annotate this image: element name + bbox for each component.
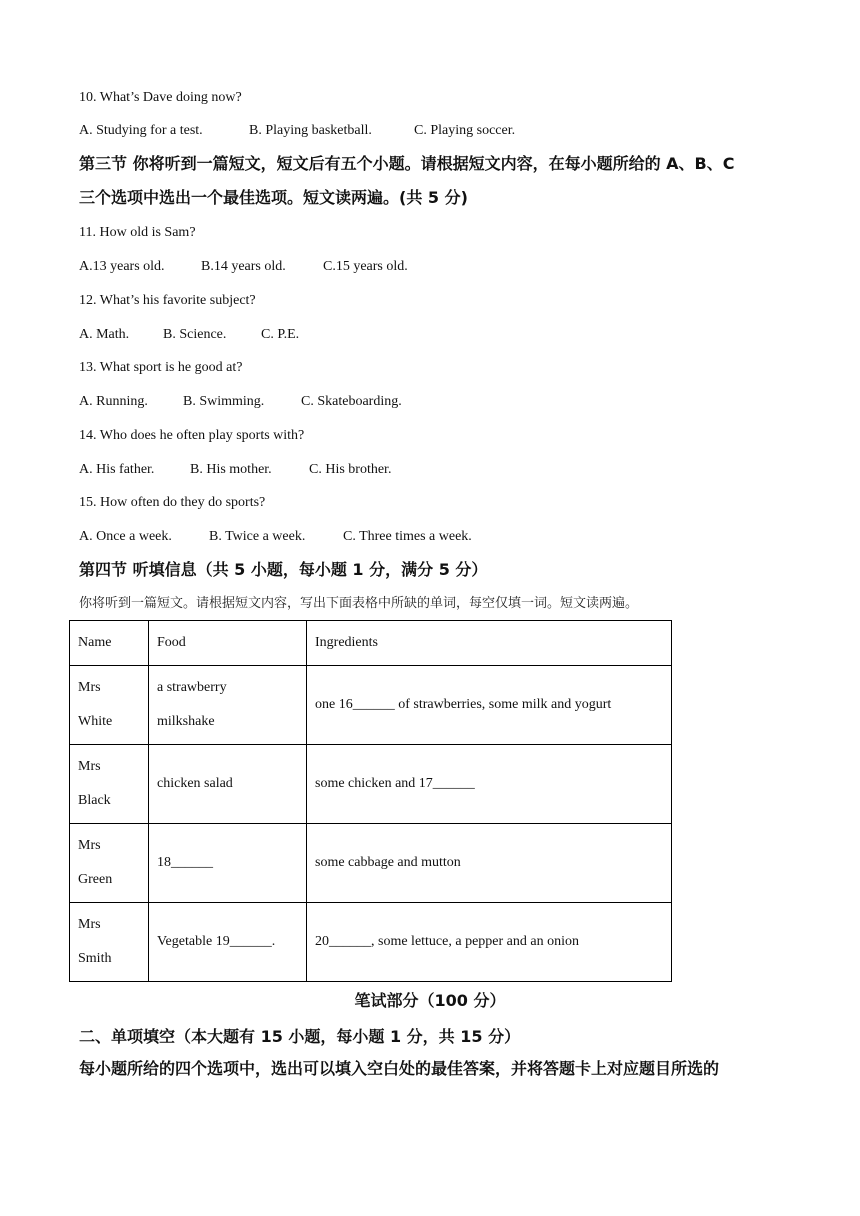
table-row bbox=[70, 903, 672, 982]
table-row bbox=[70, 824, 672, 903]
question-15-options bbox=[79, 527, 472, 547]
question-15: 15. How often do they do sports? bbox=[79, 495, 266, 510]
option-c: C. P.E. bbox=[261, 327, 300, 342]
option-b: B. Swimming. bbox=[183, 394, 265, 409]
option-a: A. His father. bbox=[79, 462, 155, 477]
food-cell: Vegetable 19______. bbox=[149, 903, 307, 982]
name-line: Green bbox=[78, 872, 113, 887]
section4-instruction: 你将听到一篇短文。请根据短文内容，写出下面表格中所缺的单词，每空仅填一词。短文读两遍。 bbox=[79, 596, 639, 611]
option-a: A.13 years old. bbox=[79, 259, 165, 274]
option-a: A. Math. bbox=[79, 327, 130, 342]
option-c: C. Three times a week. bbox=[343, 529, 472, 544]
name-line: Black bbox=[78, 793, 111, 808]
header-name: Name bbox=[70, 621, 149, 666]
table-row bbox=[70, 745, 672, 824]
option-b: B. Twice a week. bbox=[209, 529, 306, 544]
food-line: milkshake bbox=[157, 714, 215, 729]
option-b: B.14 years old. bbox=[201, 259, 286, 274]
food-cell: chicken salad bbox=[149, 745, 307, 824]
option-c: C. Skateboarding. bbox=[301, 394, 402, 409]
ingredients-cell: one 16______ of strawberries, some milk and yogurt bbox=[307, 666, 672, 745]
name-cell bbox=[70, 666, 149, 745]
table-header-row bbox=[70, 621, 672, 666]
written-part-heading: 笔试部分（100 分） bbox=[354, 991, 506, 1010]
option-a: A. Running. bbox=[79, 394, 148, 409]
question-11-options bbox=[79, 257, 408, 277]
ingredients-cell: some cabbage and mutton bbox=[307, 824, 672, 903]
name-cell bbox=[70, 903, 149, 982]
section3-title-line2: 三个选项中选出一个最佳选项。短文读两遍。(共 5 分) bbox=[79, 188, 468, 207]
table-row bbox=[70, 666, 672, 745]
food-line: a strawberry bbox=[157, 680, 227, 695]
question-14-options bbox=[79, 460, 391, 480]
name-cell bbox=[70, 745, 149, 824]
option-b: B. His mother. bbox=[190, 462, 272, 477]
name-line: Mrs bbox=[78, 680, 101, 695]
name-line: Mrs bbox=[78, 759, 101, 774]
header-food: Food bbox=[149, 621, 307, 666]
name-line: White bbox=[78, 714, 113, 729]
part2-title: 二、单项填空（本大题有 15 小题，每小题 1 分，共 15 分） bbox=[79, 1027, 521, 1046]
question-11: 11. How old is Sam? bbox=[79, 225, 196, 240]
name-line: Mrs bbox=[78, 917, 101, 932]
food-cell bbox=[149, 666, 307, 745]
part2-instruction: 每小题所给的四个选项中，选出可以填入空白处的最佳答案，并将答题卡上对应题目所选的 bbox=[79, 1059, 720, 1078]
question-13-options bbox=[79, 392, 402, 412]
option-b: B. Playing basketball. bbox=[249, 123, 372, 138]
info-table bbox=[69, 620, 672, 982]
question-12-options bbox=[79, 325, 299, 345]
question-14: 14. Who does he often play sports with? bbox=[79, 428, 305, 443]
food-cell: 18______ bbox=[149, 824, 307, 903]
section4-title: 第四节 听填信息（共 5 小题，每小题 1 分，满分 5 分） bbox=[79, 560, 488, 579]
option-c: C. Playing soccer. bbox=[414, 123, 516, 138]
header-ingredients: Ingredients bbox=[307, 621, 672, 666]
option-c: C.15 years old. bbox=[323, 259, 408, 274]
name-line: Smith bbox=[78, 951, 112, 966]
ingredients-cell: 20______, some lettuce, a pepper and an onion bbox=[307, 903, 672, 982]
option-c: C. His brother. bbox=[309, 462, 392, 477]
name-cell bbox=[70, 824, 149, 903]
name-line: Mrs bbox=[78, 838, 101, 853]
section3-title-line1: 第三节 你将听到一篇短文，短文后有五个小题。请根据短文内容，在每小题所给的 A、B、C bbox=[79, 154, 735, 173]
option-b: B. Science. bbox=[163, 327, 227, 342]
question-10-options bbox=[79, 121, 515, 141]
question-10: 10. What’s Dave doing now? bbox=[79, 90, 242, 105]
question-12: 12. What’s his favorite subject? bbox=[79, 293, 256, 308]
option-a: A. Once a week. bbox=[79, 529, 172, 544]
ingredients-cell: some chicken and 17______ bbox=[307, 745, 672, 824]
option-a: A. Studying for a test. bbox=[79, 123, 203, 138]
question-13: 13. What sport is he good at? bbox=[79, 360, 243, 375]
